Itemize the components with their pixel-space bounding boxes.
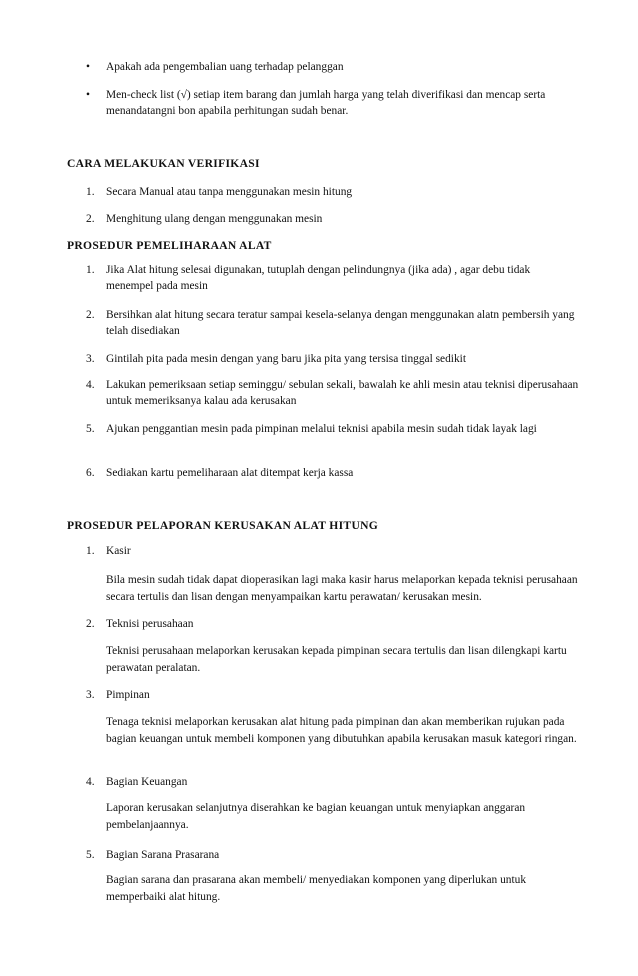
item-detail: Bagian sarana dan prasarana akan membeli/ menyediakan komponen yang diperlukan untuk memperbaiki alat hitung. (106, 874, 527, 904)
bullet-item: Apakah ada pengembalian uang terhadap pelanggan (106, 61, 344, 73)
list-item: Bagian Keuangan (106, 776, 188, 788)
item-number: 2. (86, 618, 95, 630)
list-item: Bersihkan alat hitung secara teratur sampai kesela-selanya dengan menggunakan alatn pembersih yang telah disediakan (106, 309, 575, 337)
list-item: Teknisi perusahaan (106, 618, 194, 630)
list-item: Gintilah pita pada mesin dengan yang baru jika pita yang tersisa tinggal sedikit (106, 353, 466, 365)
item-number: 5. (86, 423, 95, 435)
list-item: Kasir (106, 545, 131, 557)
section-heading: PROSEDUR PELAPORAN KERUSAKAN ALAT HITUNG (67, 519, 379, 532)
list-item: Ajukan penggantian mesin pada pimpinan melalui teknisi apabila mesin sudah tidak layak lagi (106, 423, 537, 435)
item-number: 5. (86, 849, 95, 861)
list-item: Menghitung ulang dengan menggunakan mesin (106, 213, 323, 225)
item-number: 2. (86, 309, 95, 321)
bullet-marker: • (86, 89, 90, 101)
item-number: 2. (86, 213, 95, 225)
list-item: Lakukan pemeriksaan setiap seminggu/ sebulan sekali, bawalah ke ahli mesin atau teknisi diperusahaan untuk memeriksanya kalau ada kerusakan (106, 379, 579, 407)
list-item: Pimpinan (106, 689, 150, 701)
bullet-marker: • (86, 61, 90, 73)
item-detail: Laporan kerusakan selanjutnya diserahkan ke bagian keuangan untuk menyiapkan anggaran pembelanjaannya. (106, 802, 526, 832)
bullet-item: Men-check list (√) setiap item barang dan jumlah harga yang telah diverifikasi dan mencap serta menandatangni bon apabila perhitungan sudah benar. (106, 89, 546, 117)
item-number: 6. (86, 467, 95, 479)
list-item: Sediakan kartu pemeliharaan alat ditempat kerja kassa (106, 467, 354, 479)
list-item: Jika Alat hitung selesai digunakan, tutuplah dengan pelindungnya (jika ada) , agar debu tidak menempel pada mesin (106, 264, 531, 292)
list-item: Bagian Sarana Prasarana (106, 849, 220, 861)
item-detail: Bila mesin sudah tidak dapat dioperasikan lagi maka kasir harus melaporkan kepada teknisi perusahaan secara tertulis dan lisan dengan menyampaikan kartu perawatan/ kerusakan mesin. (106, 574, 578, 604)
item-number: 1. (86, 186, 95, 198)
item-number: 3. (86, 353, 95, 365)
item-number: 3. (86, 689, 95, 701)
item-detail: Tenaga teknisi melaporkan kerusakan alat hitung pada pimpinan dan akan memberikan rujukan pada bagian keuangan untuk membeli komponen yang dibutuhkan apabila kerusakan masuk kategori ringan. (106, 716, 577, 746)
item-number: 1. (86, 545, 95, 557)
section-heading: CARA MELAKUKAN VERIFIKASI (67, 157, 260, 170)
list-item: Secara Manual atau tanpa menggunakan mesin hitung (106, 186, 353, 198)
item-number: 4. (86, 776, 95, 788)
item-detail: Teknisi perusahaan melaporkan kerusakan kepada pimpinan secara tertulis dan lisan dilengkapi kartu perawatan peralatan. (106, 645, 567, 675)
section-heading: PROSEDUR PEMELIHARAAN ALAT (67, 239, 272, 252)
item-number: 1. (86, 264, 95, 276)
item-number: 4. (86, 379, 95, 391)
